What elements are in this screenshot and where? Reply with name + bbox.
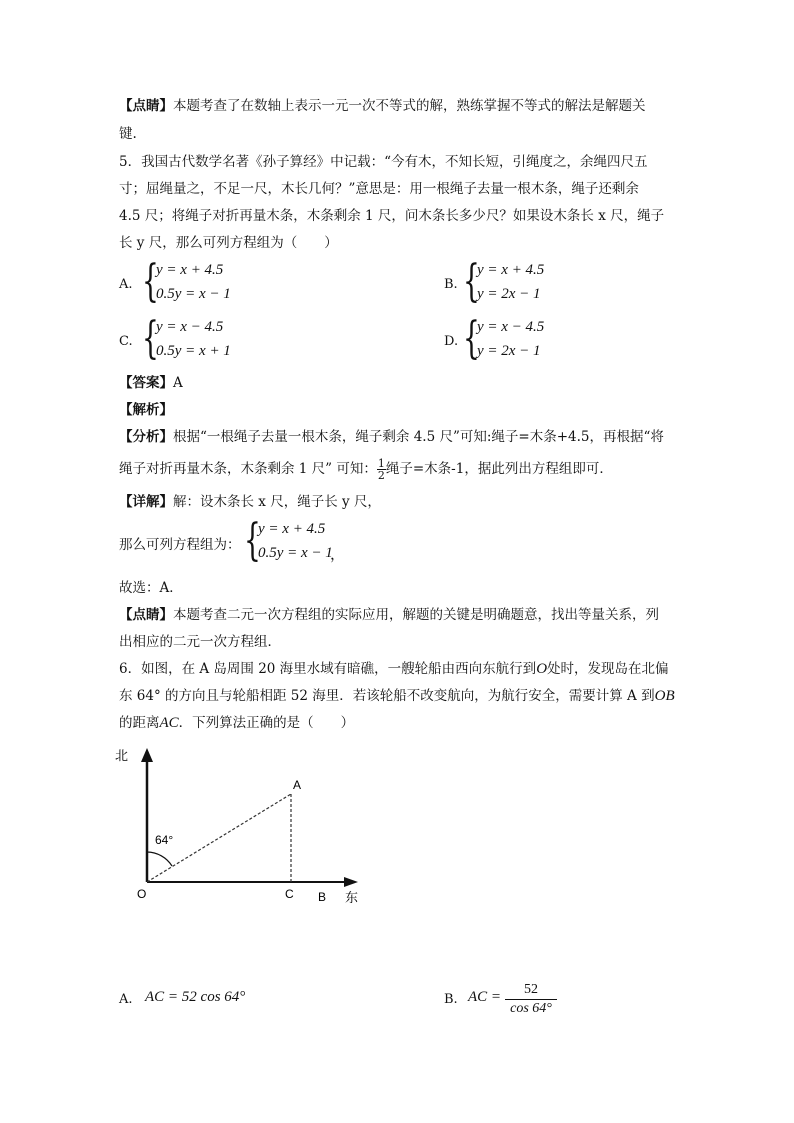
label-o: O — [137, 887, 147, 901]
q6-line-2: 东 64° 的方向且与轮船相距 52 海里．若该轮船不改变航向，为航行安全，需要计算 A 到OB — [119, 688, 675, 704]
q5-line-3: 4.5 尺；将绳子对折再量木条，木条剩余 1 尺，问木条长多少尺？如果设木条长 x 尺，绳子 — [119, 208, 665, 224]
label-east: 东 — [345, 890, 359, 905]
detail-text: 解：设木条长 x 尺，绳子长 y 尺， — [173, 494, 381, 510]
q6-figure — [110, 740, 380, 915]
q5-option-b-eq1: y = x + 4.5 — [477, 262, 545, 278]
choose-line: 故选：A． — [119, 580, 183, 596]
label-angle: 64° — [155, 833, 174, 847]
detail-line-2: 那么可列方程组为： — [119, 537, 241, 553]
q6-option-b-lhs: AC = — [468, 989, 502, 1005]
p1-line-2: 键. — [119, 126, 137, 142]
q5-answer — [119, 373, 183, 393]
detail-line-1 — [119, 492, 381, 512]
q5-line-4: 长 y 尺，那么可列方程组为（ ） — [119, 235, 338, 251]
p1-line-1 — [119, 96, 646, 116]
q5-option-d-system: { y = x − 4.5 y = 2x − 1 — [463, 313, 545, 364]
fenxi-text-2b: 绳子=木条-1，据此列出方程组即可． — [385, 461, 613, 477]
q6-option-b-fraction — [505, 982, 557, 1017]
q6-segment-ac: AC — [159, 715, 179, 731]
q6-option-b-den: cos 64° — [510, 1001, 552, 1016]
p1-text: 本题考查了在数轴上表示一元一次不等式的解，熟练掌握不等式的解法是解题关 — [173, 98, 646, 114]
detail-label: 【详解】 — [119, 494, 173, 510]
fenxi-text-2a: 绳子对折再量木条，木条剩余 1 尺” 可知： — [119, 461, 377, 477]
fenxi-label: 【分析】 — [119, 429, 173, 445]
dianjing-label: 【点睛】 — [119, 607, 173, 623]
detail-eq2: 0.5y = x − 1 — [258, 545, 333, 561]
label-c: C — [285, 887, 294, 901]
east-arrow-icon — [344, 877, 358, 887]
q5-option-a-label: A. — [119, 277, 133, 292]
q5-option-a-eq1: y = x + 4.5 — [156, 262, 224, 278]
fenxi-text-1: 根据“一根绳子去量一根木条，绳子剩余 4.5 尺”可知:绳子=木条+4.5，再根据“将 — [173, 429, 664, 445]
dianjing-text-1: 本题考查二元一次方程组的实际应用，解题的关键是明确题意，找出等量关系，列 — [173, 607, 659, 623]
dianjing-line-2: 出相应的二元一次方程组． — [119, 634, 281, 650]
analysis-label: 【解析】 — [119, 402, 173, 418]
fenxi-line-1 — [119, 427, 664, 447]
q6-option-a-label: A. — [119, 992, 133, 1007]
q5-option-c-eq1: y = x − 4.5 — [156, 319, 224, 335]
detail-comma: ， — [330, 547, 346, 563]
q5-option-c-system: { y = x − 4.5 0.5y = x + 1 — [142, 313, 231, 364]
label-north: 北 — [115, 748, 129, 763]
label-b: B — [318, 890, 327, 904]
detail-eq1: y = x + 4.5 — [258, 521, 326, 537]
q6-option-a: AC = 52 cos 64° — [145, 989, 246, 1005]
q6-line-1: 6．如图，在 A 岛周围 20 海里水域有暗礁，一艘轮船由西向东航行到O处时，发现岛在北偏 — [119, 661, 669, 677]
q5-option-b-label: B. — [444, 277, 458, 292]
answer-label: 【答案】 — [119, 375, 173, 391]
q5-option-d-eq1: y = x − 4.5 — [477, 319, 545, 335]
q6-line-3: 的距离AC．下列算法正确的是（ ） — [119, 715, 355, 731]
q5-line-2: 寸；屈绳量之，不足一尺，木长几何？”意思是：用一根绳子去量一根木条，绳子还剩余 — [119, 181, 639, 197]
fenxi-fraction: $\frac{1}{2}$ — [377, 457, 385, 482]
q5-option-a-system: { y = x + 4.5 0.5y = x − 1 — [142, 256, 231, 307]
fenxi-line-2 — [119, 458, 613, 481]
q6-option-b-num: 52 — [505, 982, 557, 1000]
q5-line-1: 5．我国古代数学名著《孙子算经》中记载：“今有木，不知长短，引绳度之，余绳四尺五 — [119, 154, 648, 170]
angle-arc — [147, 852, 172, 866]
q6-point-o: O — [536, 661, 548, 677]
q5-option-b-system: { y = x + 4.5 y = 2x − 1 — [463, 256, 545, 307]
q5-option-d-eq2: y = 2x − 1 — [477, 343, 541, 359]
q6-option-b-label: B. — [444, 992, 458, 1007]
answer-value: A — [173, 375, 183, 391]
q5-option-c-label: C. — [119, 334, 133, 349]
p1-label: 【点睛】 — [119, 98, 173, 114]
q5-option-d-label: D. — [444, 334, 459, 349]
q5-option-a-eq2: 0.5y = x − 1 — [156, 286, 231, 302]
q5-option-c-eq2: 0.5y = x + 1 — [156, 343, 231, 359]
north-arrow-icon — [141, 748, 153, 762]
dianjing-line-1 — [119, 605, 659, 625]
label-a: A — [293, 778, 302, 792]
detail-system: { y = x + 4.5 0.5y = x − 1 ， — [244, 515, 346, 566]
q5-option-b-eq2: y = 2x − 1 — [477, 286, 541, 302]
q6-segment-ob: OB — [654, 688, 675, 704]
